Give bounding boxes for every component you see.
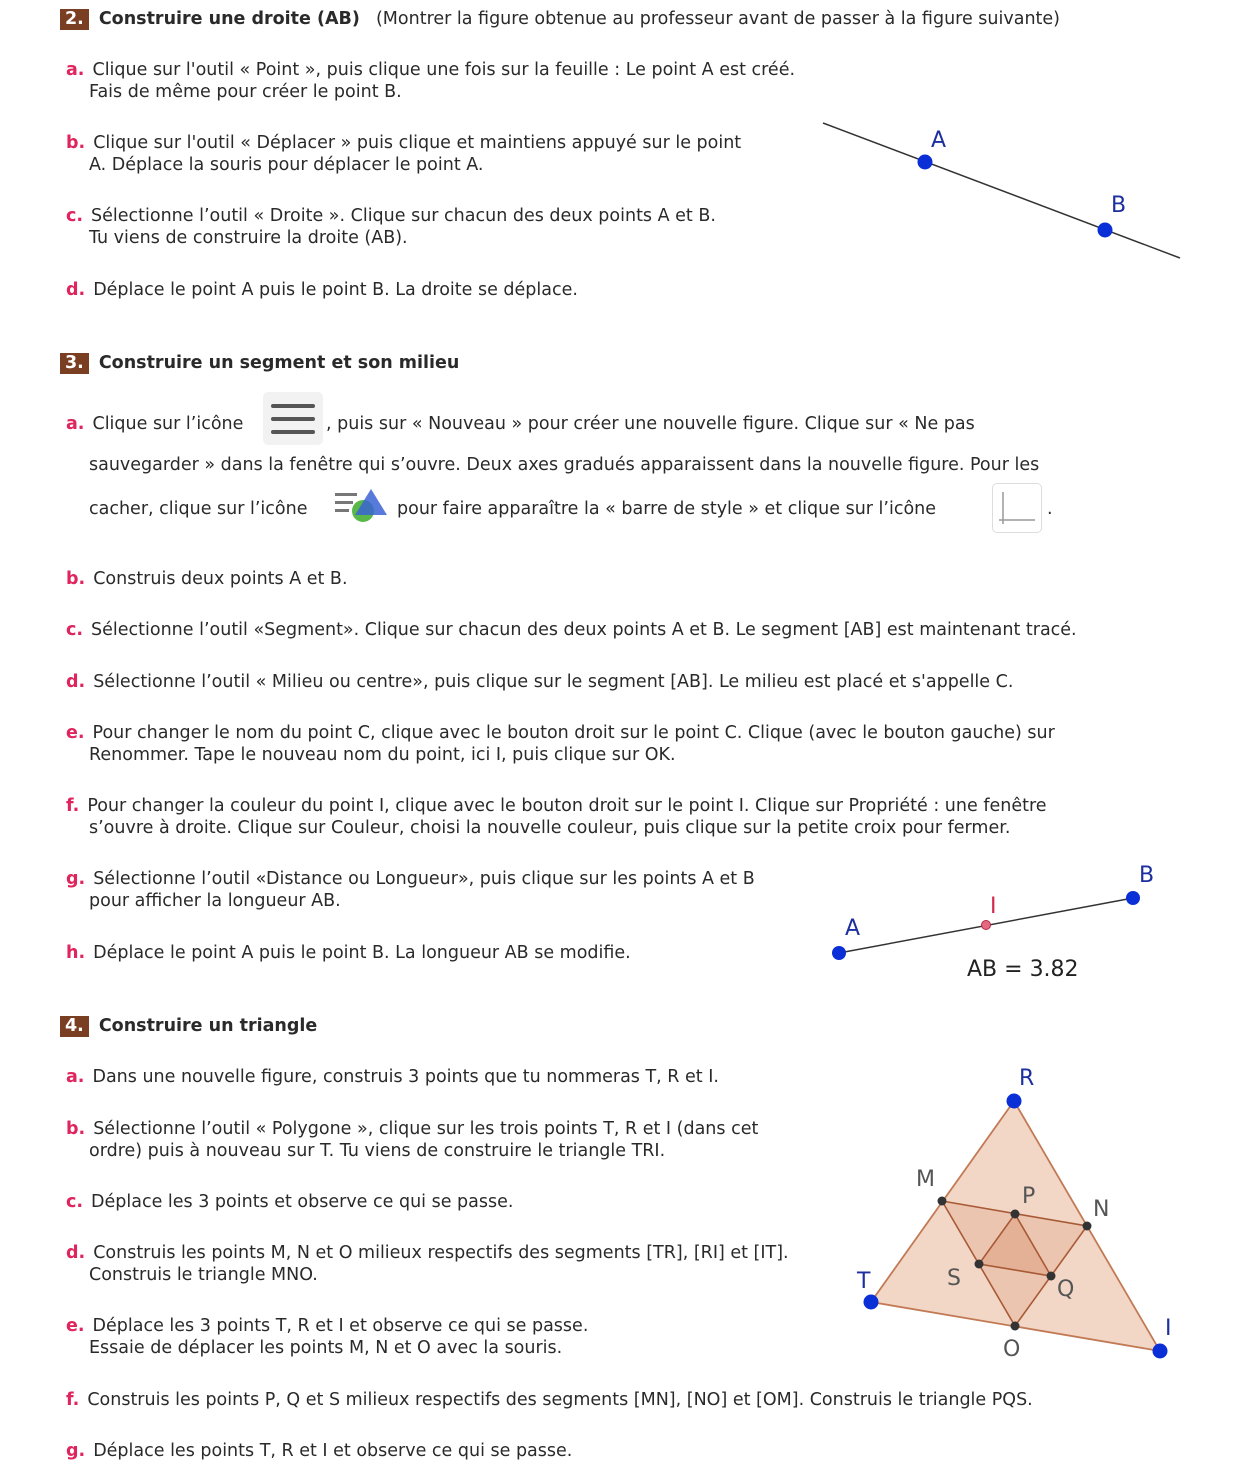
section-4-heading [60, 1015, 317, 1037]
step-text: ordre) puis à nouveau sur T. Tu viens de construire le triangle TRI. [89, 1141, 666, 1161]
point-n [1083, 1222, 1092, 1231]
point-s [975, 1260, 984, 1269]
label-i: I [990, 894, 997, 919]
label-b: B [1111, 193, 1127, 218]
step-3a-line1-end: , puis sur « Nouveau » pour créer une nouvelle figure. Clique sur « Ne pas [326, 414, 975, 434]
label-o: O [1003, 1337, 1021, 1362]
section-3-heading [60, 352, 459, 374]
step-text: pour afficher la longueur AB. [89, 891, 341, 911]
menu-icon[interactable] [263, 392, 323, 445]
section-title: Construire un triangle [98, 1016, 318, 1036]
point-b [1126, 891, 1140, 905]
step-letter: c. [66, 1192, 84, 1212]
step-text: Pour changer le nom du point C, clique avec le bouton droit sur le point C. Clique (avec le bouton gauche) sur [92, 723, 1055, 743]
step-text: Clique sur l'outil « Déplacer » puis clique et maintiens appuyé sur le point [93, 133, 742, 153]
step-text: Construis le triangle MNO. [89, 1265, 318, 1285]
point-a [832, 946, 846, 960]
label-a: A [845, 916, 861, 941]
point-b [1098, 223, 1113, 238]
section-number-badge: 4. [60, 1016, 89, 1037]
point-i [982, 921, 991, 930]
step-letter: g. [66, 1441, 86, 1461]
step-text: Fais de même pour créer le point B. [89, 82, 402, 102]
step-text: Déplace les points T, R et I et observe ce qui se passe. [93, 1441, 573, 1461]
step-3c [66, 619, 1077, 641]
section-title: Construire une droite (AB) [98, 9, 360, 29]
point-i [1153, 1344, 1168, 1359]
axes-icon-glyph [993, 484, 1041, 532]
step-letter: d. [66, 280, 86, 300]
step-text: Sélectionne l’outil «Distance ou Longueur», puis clique sur les points A et B [93, 869, 755, 889]
step-text: Clique sur l’icône [92, 414, 244, 434]
step-2c [66, 205, 716, 249]
section-number-badge: 3. [60, 353, 89, 374]
step-4b [66, 1118, 758, 1162]
step-letter: d. [66, 672, 86, 692]
step-text: Construis les points P, Q et S milieux respectifs des segments [MN], [NO] et [OM]. Construis le triangle PQS. [87, 1390, 1033, 1410]
step-text: Tu viens de construire la droite (AB). [89, 228, 408, 248]
style-bar-icon[interactable] [333, 485, 389, 527]
point-p [1011, 1210, 1020, 1219]
menu-icon-glyph [263, 392, 323, 445]
step-4d [66, 1242, 789, 1286]
step-4g [66, 1440, 572, 1462]
step-text: Sélectionne l’outil « Droite ». Clique sur chacun des deux points A et B. [91, 206, 716, 226]
step-letter: b. [66, 569, 86, 589]
section-subtitle: (Montrer la figure obtenue au professeur avant de passer à la figure suivante) [375, 9, 1060, 29]
step-text: Déplace les 3 points T, R et I et observe ce qui se passe. [92, 1316, 589, 1336]
step-3f [66, 795, 1047, 839]
length-measure: AB = 3.82 [967, 957, 1079, 982]
style-bar-icon-glyph [333, 485, 389, 527]
step-text: Sélectionne l’outil «Segment». Clique sur chacun des deux points A et B. Le segment [AB] est maintenant tracé. [91, 620, 1077, 640]
step-letter: d. [66, 1243, 86, 1263]
step-3a-period: . [1047, 499, 1053, 519]
axes-icon[interactable] [992, 483, 1042, 533]
point-a [918, 155, 933, 170]
label-p: P [1022, 1184, 1036, 1209]
step-letter: b. [66, 133, 86, 153]
step-3a-line2: sauvegarder » dans la fenêtre qui s’ouvre. Deux axes gradués apparaissent dans la nouvelle figure. Pour les [89, 455, 1040, 475]
label-t: T [857, 1269, 871, 1294]
step-4c [66, 1191, 513, 1213]
label-a: A [931, 128, 947, 153]
step-3a-line1 [66, 413, 243, 435]
point-q [1047, 1272, 1056, 1281]
label-n: N [1093, 1197, 1110, 1222]
section-number-badge: 2. [60, 9, 89, 30]
step-2a [66, 59, 795, 103]
step-letter: e. [66, 723, 85, 743]
step-text: s’ouvre à droite. Clique sur Couleur, choisi la nouvelle couleur, puis clique sur la petite croix pour fermer. [89, 818, 1011, 838]
step-text: Sélectionne l’outil « Milieu ou centre», puis clique sur le segment [AB]. Le milieu est placé et s'appelle C. [93, 672, 1014, 692]
step-text: Déplace le point A puis le point B. La longueur AB se modifie. [93, 943, 631, 963]
step-text: Clique sur l'outil « Point », puis clique une fois sur la feuille : Le point A est créé. [92, 60, 796, 80]
step-text: Pour changer la couleur du point I, clique avec le bouton droit sur le point I. Clique sur Propriété : une fenêtre [87, 796, 1047, 816]
figure-segment-ab [825, 858, 1165, 988]
step-letter: c. [66, 206, 84, 226]
step-text: Renommer. Tape le nouveau nom du point, ici I, puis clique sur OK. [89, 745, 676, 765]
step-letter: a. [66, 60, 85, 80]
step-text: Sélectionne l’outil « Polygone », clique sur les trois points T, R et I (dans cet [93, 1119, 759, 1139]
point-m [938, 1197, 947, 1206]
section-title: Construire un segment et son milieu [98, 353, 460, 373]
step-4f [66, 1389, 1033, 1411]
step-4a [66, 1066, 719, 1088]
step-letter: e. [66, 1316, 85, 1336]
label-s: S [947, 1266, 961, 1291]
step-text: Construis deux points A et B. [93, 569, 348, 589]
label-r: R [1019, 1066, 1035, 1091]
step-letter: f. [66, 796, 80, 816]
step-3a-line3: cacher, clique sur l’icône [89, 499, 308, 519]
step-3b [66, 568, 348, 590]
label-m: M [916, 1167, 935, 1192]
step-letter: h. [66, 943, 86, 963]
step-text: Déplace le point A puis le point B. La droite se déplace. [93, 280, 578, 300]
step-4e [66, 1315, 588, 1359]
label-q: Q [1057, 1277, 1075, 1302]
figure-triangle-tri [845, 1060, 1185, 1370]
step-letter: a. [66, 1067, 85, 1087]
step-2d [66, 279, 578, 301]
label-b: B [1139, 863, 1155, 888]
step-3h [66, 942, 631, 964]
label-i: I [1165, 1316, 1172, 1341]
step-letter: f. [66, 1390, 80, 1410]
step-letter: a. [66, 414, 85, 434]
step-text: Essaie de déplacer les points M, N et O avec la souris. [89, 1338, 563, 1358]
point-o [1011, 1322, 1020, 1331]
step-3e [66, 722, 1055, 766]
step-2b [66, 132, 741, 176]
step-text: Construis les points M, N et O milieux respectifs des segments [TR], [RI] et [IT]. [93, 1243, 789, 1263]
line-ab [823, 123, 1180, 258]
section-2-heading [60, 8, 1060, 30]
step-text: Dans une nouvelle figure, construis 3 points que tu nommeras T, R et I. [92, 1067, 719, 1087]
step-letter: b. [66, 1119, 86, 1139]
step-letter: c. [66, 620, 84, 640]
step-letter: g. [66, 869, 86, 889]
figure-line-ab [815, 115, 1195, 265]
step-text: Déplace les 3 points et observe ce qui se passe. [91, 1192, 514, 1212]
step-3a-line3-mid: pour faire apparaître la « barre de style » et clique sur l’icône [397, 499, 937, 519]
step-3d [66, 671, 1013, 693]
step-3g [66, 868, 755, 912]
point-t [864, 1295, 879, 1310]
point-r [1007, 1094, 1022, 1109]
step-text: A. Déplace la souris pour déplacer le point A. [89, 155, 484, 175]
